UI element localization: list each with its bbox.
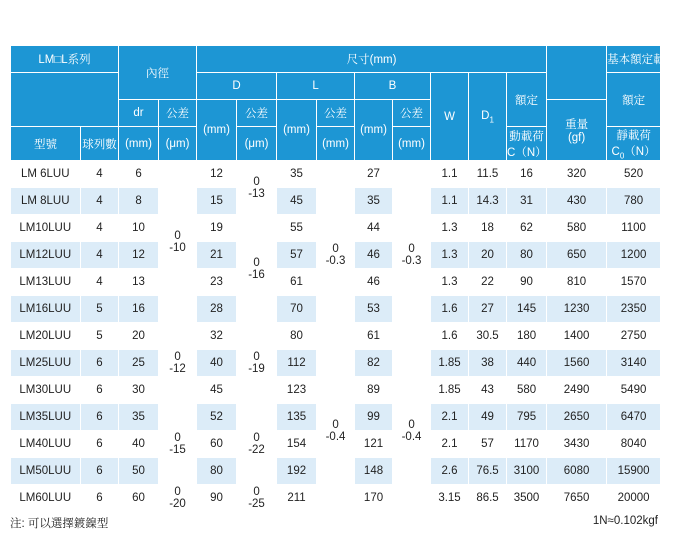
- weight-cell: 1170: [507, 431, 547, 458]
- unit-conversion: 1N≈0.102kgf: [592, 515, 658, 527]
- table-body: [11, 161, 661, 512]
- weight-cell: 3500: [507, 485, 547, 512]
- D-tolerance-upper: 0: [253, 175, 260, 188]
- B-cell: 99: [355, 404, 393, 431]
- dr-tolerance-cell: [159, 161, 197, 323]
- D-cell: 60: [197, 431, 237, 458]
- D-cell: 12: [197, 161, 237, 188]
- dr-tol-unit-header: (μm): [159, 127, 197, 161]
- D-cell: 15: [197, 188, 237, 215]
- B-mm-header: (mm): [355, 100, 393, 161]
- D1-cell: 14.3: [469, 188, 507, 215]
- D-cell: 90: [197, 485, 237, 512]
- L-cell: 57: [277, 242, 317, 269]
- dr-cell: 6: [119, 161, 159, 188]
- D1-cell: 11.5: [469, 161, 507, 188]
- D-tolerance-lower: -13: [248, 187, 265, 200]
- dr-cell: 20: [119, 323, 159, 350]
- D-tolerance-cell: [237, 161, 277, 215]
- static-load-cell: 1570: [607, 269, 661, 296]
- L-cell: 112: [277, 350, 317, 377]
- B-cell: 46: [355, 242, 393, 269]
- B-cell: 89: [355, 377, 393, 404]
- D-tolerance-cell: [237, 404, 277, 485]
- model-cell: LM20LUU: [11, 323, 81, 350]
- D1-subscript: 1: [489, 114, 494, 124]
- dr-tolerance-upper: 0: [174, 432, 181, 445]
- static-load-cell: 520: [607, 161, 661, 188]
- D-tolerance-upper: 0: [253, 256, 260, 269]
- spec-table: [10, 45, 676, 512]
- D-cell: 28: [197, 296, 237, 323]
- dr-cell: 35: [119, 404, 159, 431]
- dimensions-header: 尺寸(mm): [197, 46, 547, 73]
- B-tolerance-lower: -0.4: [401, 430, 422, 443]
- dr-tolerance-lower: -20: [169, 498, 186, 511]
- table-header: [11, 46, 676, 161]
- D-cell: 21: [197, 242, 237, 269]
- W-header: W: [431, 73, 469, 161]
- balls-cell: 6: [81, 458, 119, 485]
- static-load-cell: 2350: [607, 296, 661, 323]
- weight-label: 重量: [565, 119, 589, 132]
- B-cell: 35: [355, 188, 393, 215]
- balls-cell: 4: [81, 269, 119, 296]
- W-cell: 1.3: [431, 215, 469, 242]
- model-header: 型號: [11, 127, 81, 161]
- C-unit: C（N）: [507, 146, 547, 159]
- D-tol-header: 公差: [237, 100, 277, 127]
- L-cell: 70: [277, 296, 317, 323]
- B-tolerance-upper: 0: [408, 243, 415, 256]
- dynamic-load-cell: 3430: [547, 431, 607, 458]
- balls-cell: 4: [81, 188, 119, 215]
- D-cell: 52: [197, 404, 237, 431]
- dr-cell: 60: [119, 485, 159, 512]
- D-tolerance-cell: [237, 485, 277, 512]
- dr-tol-header: 公差: [159, 100, 197, 127]
- D-tol-unit-header: (μm): [237, 127, 277, 161]
- D1-cell: 38: [469, 350, 507, 377]
- table-row: [11, 350, 661, 377]
- model-cell: LM10LUU: [11, 215, 81, 242]
- B-cell: 121: [355, 431, 393, 458]
- D1-cell: 43: [469, 377, 507, 404]
- dynamic-load-cell: 650: [547, 242, 607, 269]
- dynamic-load-cell: 1230: [547, 296, 607, 323]
- balls-cell: 4: [81, 242, 119, 269]
- balls-cell: 6: [81, 350, 119, 377]
- B-tolerance-cell: [393, 350, 431, 512]
- B-tolerance-upper: 0: [408, 418, 415, 431]
- static-load-cell: 15900: [607, 458, 661, 485]
- B-tol-unit-header: (mm): [393, 127, 431, 161]
- model-cell: LM50LUU: [11, 458, 81, 485]
- model-cell: LM35LUU: [11, 404, 81, 431]
- D-tolerance-upper: 0: [253, 432, 260, 445]
- rated2-header: 額定: [607, 73, 661, 127]
- dynamic-load-cell: 320: [547, 161, 607, 188]
- inner-diameter-header: 內徑: [119, 46, 197, 100]
- L-tol-header: 公差: [317, 100, 355, 127]
- dynamic-load-cell: 580: [547, 215, 607, 242]
- balls-cell: 6: [81, 431, 119, 458]
- B-tolerance-lower: -0.3: [401, 255, 422, 268]
- dyn-label: 動載荷: [509, 130, 544, 143]
- balls-cell: 5: [81, 323, 119, 350]
- weight-cell: 62: [507, 215, 547, 242]
- model-cell: LM60LUU: [11, 485, 81, 512]
- dr-cell: 50: [119, 458, 159, 485]
- W-cell: 1.6: [431, 323, 469, 350]
- D1-cell: 76.5: [469, 458, 507, 485]
- dynamic-load-cell: 1560: [547, 350, 607, 377]
- B-cell: 44: [355, 215, 393, 242]
- static-load-cell: 20000: [607, 485, 661, 512]
- dr-cell: 8: [119, 188, 159, 215]
- D1-cell: 86.5: [469, 485, 507, 512]
- dynamic-load-cell: 6080: [547, 458, 607, 485]
- D-cell: 45: [197, 377, 237, 404]
- W-cell: 1.1: [431, 161, 469, 188]
- C0-unit: （N）: [624, 146, 656, 158]
- static-load-cell: 5490: [607, 377, 661, 404]
- weight-cell: 440: [507, 350, 547, 377]
- D-tolerance-upper: 0: [253, 351, 260, 364]
- D-tolerance-lower: -16: [248, 268, 265, 281]
- static-load-header: [607, 127, 661, 161]
- model-cell: LM13LUU: [11, 269, 81, 296]
- C0-subscript: 0: [619, 151, 625, 161]
- dr-cell: 40: [119, 431, 159, 458]
- W-cell: 1.3: [431, 269, 469, 296]
- dr-tolerance-lower: -15: [169, 444, 186, 457]
- D-mm-header: (mm): [197, 100, 237, 161]
- dr-tolerance-upper: 0: [174, 351, 181, 364]
- B-cell: 53: [355, 296, 393, 323]
- weight-header: [547, 46, 607, 100]
- B-tolerance-cell: [393, 161, 431, 350]
- L-tolerance-lower: -0.4: [325, 430, 346, 443]
- L-cell: 123: [277, 377, 317, 404]
- L-mm-header: (mm): [277, 100, 317, 161]
- model-cell: LM16LUU: [11, 296, 81, 323]
- weight-unit: (gf): [567, 132, 586, 145]
- dr-cell: 12: [119, 242, 159, 269]
- D-tolerance-lower: -22: [248, 444, 265, 457]
- model-cell: LM12LUU: [11, 242, 81, 269]
- D1-cell: 57: [469, 431, 507, 458]
- B-cell: 170: [355, 485, 393, 512]
- weight-cell: 580: [507, 377, 547, 404]
- D-cell: 23: [197, 269, 237, 296]
- dr-unit-header: (mm): [119, 127, 159, 161]
- balls-cell: 4: [81, 161, 119, 188]
- dr-cell: 16: [119, 296, 159, 323]
- model-cell: LM 6LUU: [11, 161, 81, 188]
- footnote: 注: 可以選擇鍍鎳型: [10, 518, 109, 530]
- L-cell: 55: [277, 215, 317, 242]
- W-cell: 3.15: [431, 485, 469, 512]
- D1-cell: 18: [469, 215, 507, 242]
- rated1-header: 額定: [507, 73, 547, 127]
- weight-cell: 80: [507, 242, 547, 269]
- dynamic-load-cell: 1400: [547, 323, 607, 350]
- C0-label: C: [611, 146, 620, 158]
- L-tolerance-upper: 0: [332, 243, 339, 256]
- static-load-cell: 1200: [607, 242, 661, 269]
- B-cell: 148: [355, 458, 393, 485]
- L-tol-unit-header: (mm): [317, 127, 355, 161]
- W-cell: 1.1: [431, 188, 469, 215]
- W-cell: 1.6: [431, 296, 469, 323]
- W-cell: 2.1: [431, 404, 469, 431]
- model-cell: LM30LUU: [11, 377, 81, 404]
- dr-tolerance-cell: [159, 404, 197, 485]
- B-cell: 27: [355, 161, 393, 188]
- B-cell: 61: [355, 323, 393, 350]
- W-cell: 1.3: [431, 242, 469, 269]
- static-load-cell: 3140: [607, 350, 661, 377]
- L-tolerance-cell: [317, 350, 355, 512]
- table-row: [11, 161, 661, 188]
- static-load-cell: 780: [607, 188, 661, 215]
- static-load-cell: 1100: [607, 215, 661, 242]
- balls-cell: 5: [81, 296, 119, 323]
- L-tolerance-lower: -0.3: [325, 255, 346, 268]
- W-cell: 1.85: [431, 377, 469, 404]
- balls-header: 球列數: [81, 127, 119, 161]
- weight-cell: 795: [507, 404, 547, 431]
- D1-cell: 20: [469, 242, 507, 269]
- B-cell: 82: [355, 350, 393, 377]
- dr-tolerance-cell: [159, 323, 197, 404]
- D-tolerance-lower: -19: [248, 363, 265, 376]
- static-load-cell: 6470: [607, 404, 661, 431]
- weight-cell: 145: [507, 296, 547, 323]
- L-cell: 45: [277, 188, 317, 215]
- model-cell: LM 8LUU: [11, 188, 81, 215]
- D1-cell: 27: [469, 296, 507, 323]
- W-cell: 2.6: [431, 458, 469, 485]
- dynamic-load-cell: 7650: [547, 485, 607, 512]
- D1-cell: 49: [469, 404, 507, 431]
- B-tol-header: 公差: [393, 100, 431, 127]
- D-cell: 19: [197, 215, 237, 242]
- weight-cell: 180: [507, 323, 547, 350]
- W-cell: 2.1: [431, 431, 469, 458]
- D-cell: 32: [197, 323, 237, 350]
- weight-cell: 3100: [507, 458, 547, 485]
- dr-tolerance-cell: [159, 485, 197, 512]
- L-cell: 35: [277, 161, 317, 188]
- stat-label: 靜載荷: [616, 130, 651, 142]
- L-cell: 80: [277, 323, 317, 350]
- load-header: 基本額定載荷: [607, 46, 661, 73]
- dr-cell: 10: [119, 215, 159, 242]
- L-cell: 192: [277, 458, 317, 485]
- D1-label: D: [481, 109, 490, 122]
- B-cell: 46: [355, 269, 393, 296]
- dr-tolerance-lower: -10: [169, 241, 186, 254]
- L-cell: 211: [277, 485, 317, 512]
- dr-cell: 13: [119, 269, 159, 296]
- dynamic-load-cell: 430: [547, 188, 607, 215]
- dr-tolerance-upper: 0: [174, 486, 181, 499]
- weight-cell: 16: [507, 161, 547, 188]
- balls-cell: 6: [81, 404, 119, 431]
- D-cell: 40: [197, 350, 237, 377]
- L-tolerance-cell: [317, 161, 355, 350]
- dr-tolerance-upper: 0: [174, 229, 181, 242]
- series-header: LM□L系列: [11, 46, 119, 73]
- B-header: B: [355, 73, 431, 100]
- dynamic-load-cell: 2650: [547, 404, 607, 431]
- D-tolerance-upper: 0: [253, 486, 260, 499]
- weight-unit-header: [547, 100, 607, 161]
- D-tolerance-cell: [237, 323, 277, 404]
- dr-header: dr: [119, 100, 159, 127]
- balls-cell: 4: [81, 215, 119, 242]
- D1-cell: 22: [469, 269, 507, 296]
- weight-cell: 90: [507, 269, 547, 296]
- dr-cell: 30: [119, 377, 159, 404]
- dynamic-load-header: [507, 127, 547, 161]
- W-cell: 1.85: [431, 350, 469, 377]
- dr-cell: 25: [119, 350, 159, 377]
- D-tolerance-cell: [237, 215, 277, 323]
- model-cell: LM40LUU: [11, 431, 81, 458]
- dynamic-load-cell: 810: [547, 269, 607, 296]
- dr-tolerance-lower: -12: [169, 363, 186, 376]
- model-cell: LM25LUU: [11, 350, 81, 377]
- D1-cell: 30.5: [469, 323, 507, 350]
- static-load-cell: 8040: [607, 431, 661, 458]
- model-group-blank: [11, 73, 119, 127]
- L-cell: 154: [277, 431, 317, 458]
- balls-cell: 6: [81, 485, 119, 512]
- D1-header: [469, 73, 507, 161]
- static-load-cell: 2750: [607, 323, 661, 350]
- L-header: L: [277, 73, 355, 100]
- L-cell: 135: [277, 404, 317, 431]
- D-cell: 80: [197, 458, 237, 485]
- D-tolerance-lower: -25: [248, 498, 265, 511]
- dynamic-load-cell: 2490: [547, 377, 607, 404]
- L-tolerance-upper: 0: [332, 418, 339, 431]
- D-header: D: [197, 73, 277, 100]
- balls-cell: 6: [81, 377, 119, 404]
- L-cell: 61: [277, 269, 317, 296]
- weight-cell: 31: [507, 188, 547, 215]
